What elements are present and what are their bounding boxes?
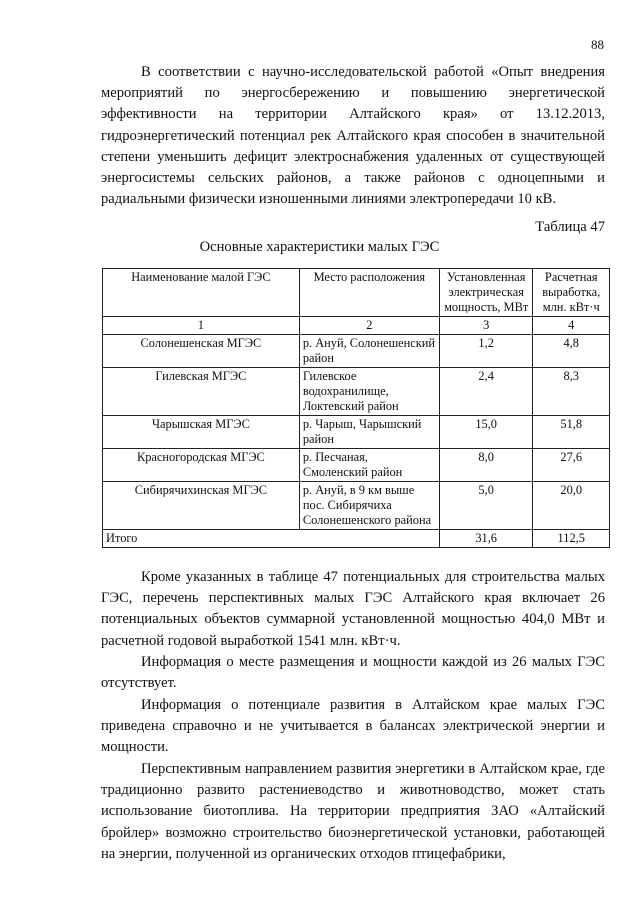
header-place: Место расположения <box>299 269 439 317</box>
station-power: 5,0 <box>439 482 533 530</box>
total-power: 31,6 <box>439 530 533 548</box>
station-power: 8,0 <box>439 449 533 482</box>
station-name: Красногородская МГЭС <box>103 449 300 482</box>
station-output: 8,3 <box>533 368 610 416</box>
table-title: Основные характеристики малых ГЭС <box>199 239 440 255</box>
station-place: р. Песчаная, Смоленский район <box>299 449 439 482</box>
ges-characteristics-table <box>102 268 610 548</box>
column-number: 4 <box>533 317 610 335</box>
station-output: 20,0 <box>533 482 610 530</box>
station-name: Чарышская МГЭС <box>103 416 300 449</box>
table-row <box>103 335 610 368</box>
station-place: Гилевское водохранилище, Локтевский район <box>299 368 439 416</box>
table-row <box>103 416 610 449</box>
station-output: 27,6 <box>533 449 610 482</box>
total-label: Итого <box>103 530 440 548</box>
station-power: 15,0 <box>439 416 533 449</box>
station-place: р. Ануй, Солонешенский район <box>299 335 439 368</box>
header-name: Наименование малой ГЭС <box>103 269 300 317</box>
station-power: 1,2 <box>439 335 533 368</box>
total-output: 112,5 <box>533 530 610 548</box>
station-place: р. Чарыш, Чарышский район <box>299 416 439 449</box>
header-power: Установленная электрическая мощность, МВт <box>439 269 533 317</box>
column-numbers-row <box>103 317 610 335</box>
station-power: 2,4 <box>439 368 533 416</box>
column-number: 1 <box>103 317 300 335</box>
station-output: 4,8 <box>533 335 610 368</box>
page-number: 88 <box>591 37 604 52</box>
header-output: Расчетная выработка, млн. кВт·ч <box>533 269 610 317</box>
table-label: Таблица 47 <box>535 219 605 235</box>
station-name: Сибирячихинская МГЭС <box>103 482 300 530</box>
paragraph: Информация о потенциале развития в Алтайском крае малых ГЭС приведена справочно и не учитывается в балансах электрической энергии и мощности. <box>101 697 605 756</box>
station-name: Солонешенская МГЭС <box>103 335 300 368</box>
column-number: 2 <box>299 317 439 335</box>
table-row <box>103 449 610 482</box>
paragraph: Информация о месте размещения и мощности каждой из 26 малых ГЭС отсутствует. <box>101 654 605 692</box>
table-total-row <box>103 530 610 548</box>
table-row <box>103 482 610 530</box>
station-name: Гилевская МГЭС <box>103 368 300 416</box>
paragraph: Перспективным направлением развития энергетики в Алтайском крае, где традиционно развито растениеводство и животноводство, может стать использование биотоплива. На территории предприятия ЗАО «Алтайский бройлер» возможно строительство биоэнергетической установки, работающей на энергии, полученной из органических отходов птицефабрики, <box>101 761 605 862</box>
station-place: р. Ануй, в 9 км выше пос. Сибирячиха Солонешенского района <box>299 482 439 530</box>
intro-paragraph: В соответствии с научно-исследовательской работой «Опыт внедрения мероприятий по энергосбережению и повышению энергетической эффективности на территории Алтайского края» от 13.12.2013, гидроэнергетический потенциал рек Алтайского края способен в значительной степени уменьшить дефицит электроснабжения удаленных от существующей энергосистемы сельских районов, а также районов с одноцепными и радиальными физически изношенными линиями электропередачи 10 кВ. <box>101 64 605 208</box>
station-output: 51,8 <box>533 416 610 449</box>
column-number: 3 <box>439 317 533 335</box>
table-row <box>103 368 610 416</box>
table-header-row <box>103 269 610 317</box>
paragraph: Кроме указанных в таблице 47 потенциальных для строительства малых ГЭС, перечень перспективных малых ГЭС Алтайского края включает 26 потенциальных объектов суммарной установленной мощностью 404,0 МВт и расчетной годовой выработкой 1541 млн. кВт·ч. <box>101 569 605 649</box>
